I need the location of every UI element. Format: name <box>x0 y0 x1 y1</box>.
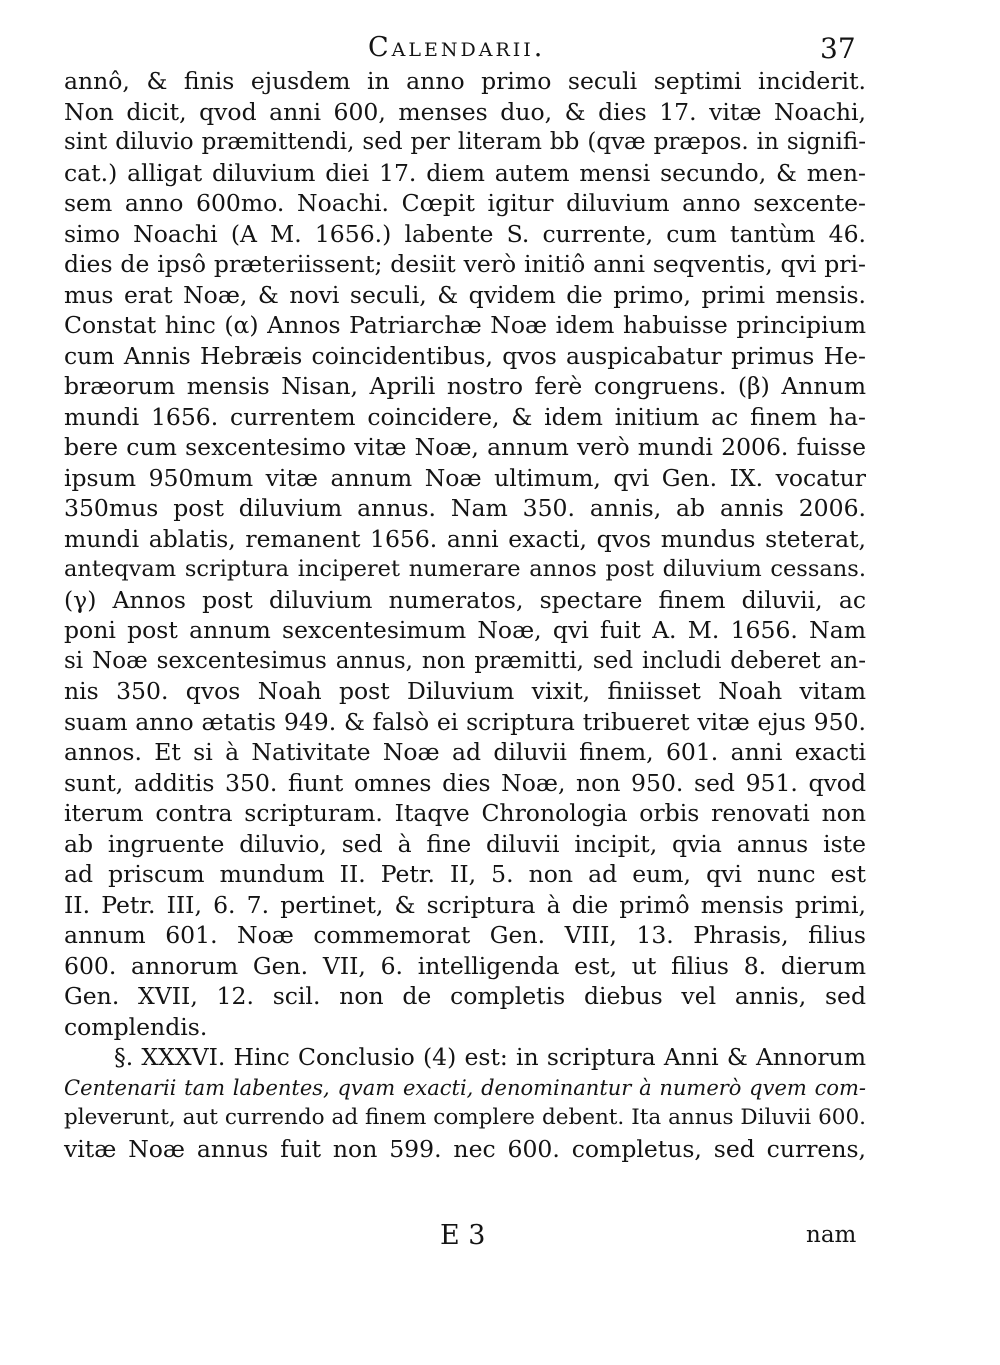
text-line: anteqvam scriptura inciperet numerare annos post diluvium cessans. <box>64 556 866 582</box>
text-line: ipsum 950mum vitæ annum Noæ ultimum, qvi Gen. IX. vocatur <box>64 463 866 492</box>
text-line: vitæ Noæ annus fuit non 599. nec 600. completus, sed currens, <box>64 1134 866 1163</box>
text-line: sem anno 600mo. Noachi. Cœpit igitur diluvium anno sexcente- <box>64 189 866 217</box>
text-line: bere cum sexcentesimo vitæ Noæ, annum verò mundi 2006. fuisse <box>64 433 866 461</box>
page-header <box>0 30 1000 70</box>
text-line: poni post annum sexcentesimum Noæ, qvi fuit A. M. 1656. Nam <box>64 616 866 644</box>
text-line: ab ingruente diluvio, sed à fine diluvii incipit, qvia annus iste <box>64 829 866 858</box>
text-line: si Noæ sexcentesimus annus, non præmitti, sed includi deberet an- <box>64 647 866 674</box>
catchword: nam <box>806 1222 857 1248</box>
page-number: 37 <box>820 32 856 65</box>
text-line: Non dicit, qvod anni 600, menses duo, & dies 17. vitæ Noachi, <box>64 97 866 126</box>
text-line: dies de ipsô præteriissent; desiit verò initiô anni seqventis, qvi pri- <box>64 250 866 278</box>
text-line: 350mus post diluvium annus. Nam 350. annis, ab annis 2006. <box>64 494 866 522</box>
text-line: ad priscum mundum II. Petr. II, 5. non ad eum, qvi nunc est <box>64 860 866 888</box>
body-text <box>64 66 866 1164</box>
text-line: suam anno ætatis 949. & falsò ei scriptura tribueret vitæ ejus 950. <box>64 707 866 736</box>
text-line: simo Noachi (A M. 1656.) labente S. currente, cum tantùm 46. <box>64 219 866 248</box>
running-head: Calendarii. <box>368 32 546 63</box>
text-line: nis 350. qvos Noah post Diluvium vixit, finiisset Noah vitam <box>64 677 866 705</box>
text-line: II. Petr. III, 6. 7. pertinet, & scriptura à die primô mensis primi, <box>64 890 866 919</box>
text-line: sunt, additis 350. fiunt omnes dies Noæ, non 950. sed 951. qvod <box>64 768 866 797</box>
signature-mark: E 3 <box>440 1220 486 1251</box>
conclusion-line: Centenarii tam labentes, qvam exacti, denominantur à numerò qvem com- <box>64 1075 866 1100</box>
text-line: Constat hinc (α) Annos Patriarchæ Noæ idem habuisse principium <box>64 311 866 339</box>
page-footer <box>0 1220 1000 1260</box>
text-line: annô, & finis ejusdem in anno primo seculi septimi inciderit. <box>64 67 866 95</box>
text-line: bræorum mensis Nisan, Aprili nostro ferè congruens. (β) Annum <box>64 372 866 400</box>
text-line: annos. Et si à Nativitate Noæ ad diluvii finem, 601. anni exacti <box>64 738 866 766</box>
text-line: mundi ablatis, remanent 1656. anni exacti, qvos mundus steterat, <box>64 524 866 553</box>
text-line: cum Annis Hebræis coincidentibus, qvos auspicabatur primus He- <box>64 341 866 370</box>
text-line: mus erat Noæ, & novi seculi, & qvidem die primo, primi mensis. <box>64 280 866 309</box>
text-line: 600. annorum Gen. VII, 6. intelligenda est, ut filius 8. dierum <box>64 951 866 980</box>
text-line: sint diluvio præmittendi, sed per literam bb (qvæ præpos. in signifi- <box>64 129 866 155</box>
text-line: annum 601. Noæ commemorat Gen. VIII, 13. Phrasis, filius <box>64 921 866 949</box>
text-line: (γ) Annos post diluvium numeratos, spectare finem diluvii, ac <box>64 585 866 614</box>
text-line: complendis. <box>64 1012 208 1041</box>
text-line: iterum contra scripturam. Itaqve Chronologia orbis renovati non <box>64 799 866 827</box>
text-line: mundi 1656. currentem coincidere, & idem initium ac finem ha- <box>64 402 866 431</box>
text-line: Gen. XVII, 12. scil. non de completis diebus vel annis, sed <box>64 982 866 1010</box>
text-line: cat.) alligat diluvium diei 17. diem autem mensi secundo, & men- <box>64 158 866 187</box>
section-heading-line: §. XXXVI. Hinc Conclusio (4) est: in scriptura Anni & Annorum <box>114 1043 866 1071</box>
conclusion-line: pleverunt, aut currendo ad finem complere debent. Ita annus Diluvii 600. <box>64 1105 866 1130</box>
